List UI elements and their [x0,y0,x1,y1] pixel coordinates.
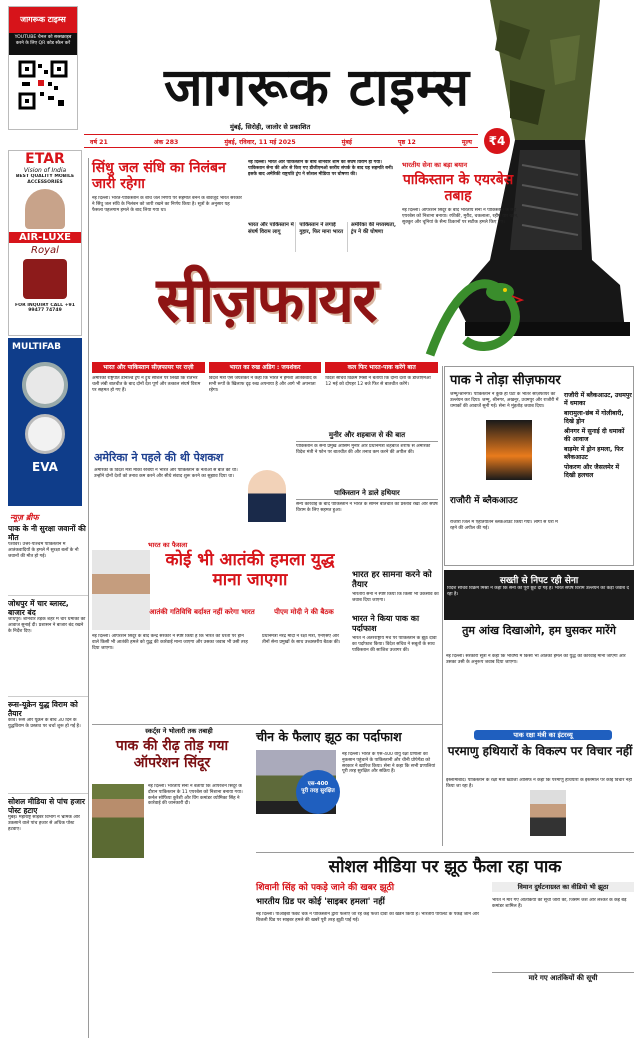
nuclear-body: इस्लामाबाद। पाकिस्तान के रक्षा मंत्री ख्वाजा आसिफ ने कहा कि परमाणु हथियारों के इस्तेमाल पर कोई विचार नहीं किया जा रहा है। [446,778,632,789]
munir-body: पाकिस्तान के सेना प्रमुख आसिम मुनीर और प्रधानमंत्री शहबाज शरीफ से अमेरिकी विदेश मंत्री ने फोन पर बातचीत की और तनाव कम करने की अपील की। [296,444,431,455]
s400-badge [296,770,340,814]
pak-broke-body: जम्मू/श्रीनगर। पाकिस्तान ने कुछ ही घंटों के भीतर सीज़फायर का उल्लंघन कर दिया। जम्मू, श्रीनगर, अखनूर, उधमपुर और राजौरी में धमाकों की आवाजें सुनी गईं। सेना ने मुंहतोड़ जवाब दिया। [450,392,559,409]
modi-photo [92,550,150,630]
brief-item-body: मुंबई। महाराष्ट्र साइबर विभाग ने भ्रामक और उकसाने वाले पांच हजार से अधिक पोस्ट हटवाए। [8,815,80,832]
social-headline: सोशल मीडिया पर झूठ फैला रहा पाक [328,857,562,877]
col-talks-body: विदेश सचिव विक्रम मिस्री ने बताया कि दोनों देशों के डीजीएमओ 12 मई को दोपहर 12 बजे फिर से बातचीत करेंगे। [325,376,431,387]
brief-label: न्यूज़ ब्रीफ [10,513,39,522]
info-pages: पृष्ठ 12 [397,138,416,146]
masthead-subline: मुंबई, सिरोही, जालोर से प्रकाशित [230,123,311,131]
etar-ad[interactable] [8,150,82,336]
war-body-2: प्रधानमंत्री नरेंद्र मोदी ने रक्षा मंत्री, एनएसए और तीनों सेना प्रमुखों के साथ उच्चस्तरीय बैठक की। [262,634,341,645]
col-jaishankar-body: विदेश मंत्री एस जयशंकर ने कहा कि भारत ने हमेशा आतंकवाद के सभी रूपों के खिलाफ दृढ़ रुख अपनाया है और आगे भी अपनाता रहेगा। [208,376,317,393]
info-year: वर्ष 21 [90,138,108,146]
america-body: अमेरिका के विदेश मंत्री मार्को रुबियो ने भारत और पाकिस्तान के नेताओं से बात की थी। उन्होंने दोनों देशों को तनाव कम करने और सीधे संवाद शुरू करने का सुझाव दिया था। [94,468,238,479]
side-item-3: श्रीनगर में सुनाई दी धमाकों की आवाज [564,428,625,443]
multifab-sub: EVA [32,460,58,474]
brief-item-head: रूस-यूक्रेन युद्ध विराम को तैयार [8,700,78,718]
qr-caption: YOUTUBE चैनल को सब्सक्राइब करने के लिए QR कोड स्कैन करें [9,33,77,55]
brief-item-body: कीव। रूस और यूक्रेन के बीच 30 दिन के युद्धविराम के प्रस्ताव पर चर्चा शुरू हो गई है। [8,718,81,729]
spine-kicker: स्कर्ट्स ने भोलारी तक तबाही [145,727,213,735]
info-city: मुंबई [341,138,352,146]
side-item-5: पोकरण और जैसलमेर में दिखी हलचल [564,464,620,479]
munir-head: मुनीर और शहबाज से की बात [296,430,438,442]
center-point-2: पाकिस्तान ने लगाई गुहार, फिर माना भारत [299,222,347,252]
col-agreement-body: अमेरिकी राष्ट्रपति डोनाल्ड ट्रंप ने ट्रुथ सोशल पर लिखा कि रातभर चली लंबी बातचीत के बाद दोनों देश पूर्ण और तत्काल संघर्ष विराम पर सहमत हो गए हैं। [92,376,201,393]
blast-photo [486,420,532,480]
brand-mini-logo: जागरूक टाइम्स [9,7,77,33]
brief-item-head: जोधपुर में चार ब्लास्ट, बाजार बंद [8,599,69,617]
social-sub2: भारतीय ग्रिड पर कोई 'साइबर हमला' नहीं [256,897,385,907]
rule-v-left [88,158,89,1038]
brief-item [8,797,88,997]
brief-list [8,524,88,997]
bharat-mid-headline: भारत हर सामना करने को तैयार [352,570,432,590]
center-top-points [248,222,398,252]
etar-tagline: Vision of India [23,167,67,174]
info-issue: अंक 283 [153,138,179,146]
price-badge: ₹4 [484,128,510,154]
etar-brand: ETAR [25,151,65,167]
brief-item-head: पाक के नी सुरक्षा जवानों की मौत [8,524,86,542]
rajouri-body: राजौरी जिले में एहतियातन ब्लैकआउट किया गया। लोगों से घरों में रहने की अपील की गई। [450,520,558,531]
qr-code[interactable] [18,60,68,110]
rubio-photo [248,470,286,522]
col-agreement-head: भारत और पाकिस्तान सीज़फायर पर राज़ी [92,362,205,373]
etar-sub: BEST QUALITY MOBILE ACCESSORIES [15,174,75,185]
america-headline: अमेरिका ने पहले की थी पेशकश [94,451,224,464]
rule-h-mid [92,724,442,725]
col-talks-head: कल फिर भारत-पाक करेंगे बात [325,362,438,373]
multifab-lamp-2 [25,414,65,454]
army-box [444,570,634,620]
col-agreement [92,362,205,448]
brief-item-body: पेशावर। उत्तर-पश्चिम पाकिस्तान में आतंकवादियों के हमले में सुरक्षा बलों के नौ जवानों की मौत हो गई। [8,542,79,559]
asif-photo [530,790,566,836]
army-headline: तुम आंख दिखाओगे, हम घुसकर मारेंगे [462,624,616,637]
brief-item [8,599,88,697]
spine-body: नई दिल्ली। भारतीय सेना ने बताया कि ऑपरेशन सिंदूर के दौरान पाकिस्तान के 11 एयरबेस को निशाना बनाया गया। कर्नल सोफिया कुरैशी और विंग कमांडर व्योमिका सिंह ने कार्रवाई की जानकारी दी। [148,784,243,807]
etar-model-photo [25,189,65,229]
war-kicker: भारत का फैसला [148,541,188,549]
war-body: नई दिल्ली। ऑपरेशन सिंदूर के बाद केन्द्र सरकार ने स्पष्ट किया है कि भारत की धरती पर होने वाले किसी भी आतंकी हमले को युद्ध की कार्रवाई माना जाएगा और उसका जवाब भी उसी तरह दिया जाएगा। [92,634,248,651]
bharat-mid-head2: भारत ने किया पाक का पर्दाफाश [352,614,420,633]
war-headline: कोई भी आतंकी हमला युद्ध माना जाएगा [165,550,335,590]
nuclear-kicker: पाक रक्षा मंत्री का इंटरव्यू [474,730,612,740]
col-jaishankar-head: भारत का रुख अडिग : जयशंकर [209,362,322,373]
center-point-3: अमेरिका की मध्यस्थता, ट्रंप ने की घोषणा [350,222,396,235]
s400-badge-a: एस-400 [307,781,329,787]
social-sub3: विमान दुर्घटनाग्रस्त का वीडियो भी झूठा [492,882,634,892]
side-item-1: राजौरी में ब्लैकआउट, उधमपुर में धमाका [564,392,632,407]
side-item-2: बारामुला-छंब में गोलीबारी, दिखे ड्रोन [564,410,624,425]
indus-body: नई दिल्ली। भारत-पाकिस्तान के बीच जल निर्णय पर सहमति बनने के बावजूद भारत सरकार ने सिंधु जल संधि के निलंबन को जारी रखने का निर्णय किया है। सूत्रों के अनुसार यह फैसला पहलगाम हमले के बाद लिया गया था। [92,196,242,213]
masthead-title: जागरूक टाइम्स [163,57,471,118]
info-price-label: मूल्य [461,138,472,146]
brief-item-body: जोधपुर। शनिवार तड़के शहर में चार धमाकों की आवाज सुनाई दी। प्रशासन ने बाजार बंद रखने के निर्देश दिए। [8,617,86,634]
etar-contact: FOR INQUIRY CALL +91 99477 74749 [15,302,75,314]
s400-badge-b: पूरी तरह सुरक्षित [301,788,335,794]
spine-headline: पाक की रीढ़ तोड़ गया ऑपरेशन सिंदूर [115,738,229,771]
ceasefire-banner: सीज़फायर [156,263,376,336]
china-body: नई दिल्ली। भारत के एस-400 वायु रक्षा प्रणाली को नुकसान पहुंचाने के पाकिस्तानी और चीनी प्रोपेगेंडा को सरकार ने खारिज किया। सेना ने कहा कि सभी प्रणालियां पूरी तरह सुरक्षित और सक्रिय हैं। [342,752,436,775]
etar-product: AIR-LUXE [9,232,81,243]
munir-sub-head: पाकिस्तान ने डाले हथियार [296,488,438,500]
brief-item [8,524,88,596]
army-box-body: विदेश सचिव विक्रम मिस्री ने कहा कि सेना को पूरी छूट दी गई है। भारत संघर्ष विराम उल्लंघन का कड़ा जवाब दे रहा है। [447,586,629,597]
etar-device-image [23,259,67,299]
brief-item-head: सोशल मीडिया से पांच हजार पोस्ट हटाए [8,797,85,815]
airbase-headline: पाकिस्तान के एयरबेस तबाह [402,172,514,204]
munir-sub-body: सैन्य कार्रवाई के बाद पाकिस्तान ने भारत के सामने बातचीत का प्रस्ताव रखा और संघर्ष विराम के लिए सहमत हुआ। [296,502,438,513]
social-body-2: भारत ने मारे गए आतंकियों की सूची जारी की, जिसमें जैश और लश्कर के कई बड़े कमांडर शामिल हैं। [492,898,627,909]
center-point-1: भारत और पाकिस्तान में संघर्ष विराम लागू [248,222,296,252]
social-body: नई दिल्ली। पीआईबी फैक्ट चेक ने पाकिस्तान द्वारा फैलाए जा रहे कई फर्जी दावों का खंडन किया है। भारतीय पायलट के पकड़े जाने और बिजली ग्रिड पर साइबर हमले की खबरें पूरी तरह झूठी पाई गईं। [256,912,479,923]
etar-product-2: Royal [31,244,59,256]
pak-broke-headline: पाक ने तोड़ा सीज़फायर [450,373,561,388]
brief-item [8,700,88,794]
brand-qr-panel [8,6,78,130]
officer-photo [92,784,144,858]
rajouri-head: राजौरी में ब्लैकआउट [450,496,518,506]
bharat-mid-body: भारतीय सेना ने स्पष्ट किया कि किसी भी उकसावे का जवाब दिया जाएगा। [352,592,439,603]
multifab-ad[interactable] [8,338,82,506]
china-headline: चीन के फैलाए झूठ का पर्दाफाश [256,729,402,744]
indus-headline: सिंधु जल संधि का निलंबन जारी रहेगा [92,160,226,192]
nuclear-headline: परमाणु हथियारों के विकल्प पर विचार नहीं [447,744,633,758]
social-sub4: मारे गए आतंकियों की सूची [492,972,634,983]
army-box-head: सख्ती से निपट रही सेना [499,576,579,586]
rule-v-right [442,366,443,846]
war-sub2: पीएम मोदी ने की बैठक [274,608,334,616]
center-top-body: नई दिल्ली। भारत और पाकिस्तान के बीच शनिवार शाम को संघर्ष विराम हो गया। पाकिस्तान सेना की ओर से किए गए डीजीएमओ स्तरीय संपर्क के बाद यह सहमति बनी। इसके बाद अमेरिकी राष्ट्रपति ट्रंप ने सोशल मीडिया पर घोषणा की। [248,160,394,177]
bharat-mid-body2: भारत ने अंतरराष्ट्रीय मंच पर पाकिस्तान के झूठे दावों का पर्दाफाश किया। विदेश सचिव ने सबूतों के साथ पाकिस्तान की साजिश उजागर की। [352,636,437,653]
social-top-rule [256,852,634,853]
side-item-4: बाड़मेर में ड्रोन हमला, फिर ब्लैकआउट [564,446,624,461]
multifab-lamp-1 [22,362,68,408]
info-date: मुंबई, रविवार, 11 मई 2025 [224,138,296,146]
army-body: नई दिल्ली। सरकारी सूत्रों ने कहा कि भविष्य में किसी भी आतंकी हमले को युद्ध की कार्रवाई माना जाएगा और उसका उसी के अनुरूप जवाब दिया जाएगा। [446,654,626,665]
social-sub1: शिवानी सिंह को पकड़े जाने की खबर झूठी [256,883,395,893]
multifab-brand: MULTIFAB [12,342,61,352]
side-list [564,392,632,482]
war-sub1: आतंकी गतिविधि बर्दाश्त नहीं करेगा भारत [149,608,255,616]
airbase-body: नई दिल्ली। ऑपरेशन सिंदूर के बाद भारतीय सेना ने पाकिस्तान के कई एयरबेस को निशाना बनाया। रफीकी, मुरीद, चकलाला, रहीम यार खान, सुक्कुर और चूनियां के सैन्य ठिकानों पर सटीक हमले किए गए। [402,208,519,225]
airbase-kicker: भारतीय सेना का बड़ा बयान [402,161,468,169]
